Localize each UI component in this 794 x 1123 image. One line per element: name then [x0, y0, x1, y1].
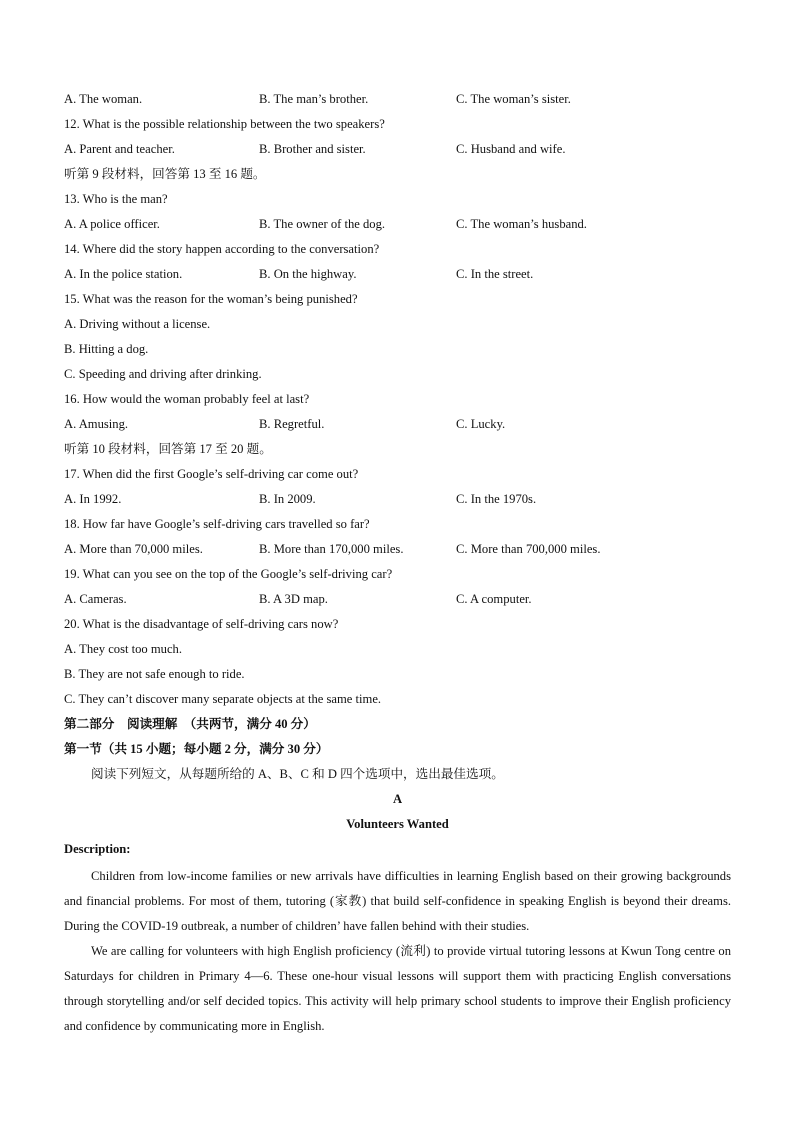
- option-a: A. In the police station.: [64, 267, 183, 281]
- option-b: B. Regretful.: [259, 417, 325, 431]
- question-19: 19. What can you see on the top of the Google’s self-driving car?: [64, 567, 393, 581]
- option-c: C. They can’t discover many separate objects at the same time.: [64, 692, 382, 706]
- q19-options: [64, 589, 731, 614]
- option-c: C. Lucky.: [456, 417, 506, 431]
- option-c: C. More than 700,000 miles.: [456, 542, 601, 556]
- option-b: B. More than 170,000 miles.: [259, 542, 404, 556]
- question-18: 18. How far have Google’s self-driving cars travelled so far?: [64, 517, 370, 531]
- option-c: C. The woman’s sister.: [456, 92, 571, 106]
- option-a: A. Driving without a license.: [64, 317, 211, 331]
- option-b: B. The owner of the dog.: [259, 217, 386, 231]
- q18-options: [64, 539, 731, 564]
- option-a: A. More than 70,000 miles.: [64, 542, 203, 556]
- description-label: Description:: [64, 842, 131, 856]
- option-c: C. In the street.: [456, 267, 534, 281]
- option-b: B. On the highway.: [259, 267, 357, 281]
- paragraph-2: We are calling for volunteers with high English proficiency (流利) to provide virtual tutoring lessons at Kwun Tong centre on Saturdays for children in Primary 4—6. These one-hour visual lessons will support them with practicing English conversations through storytelling and/or self decided topics. This activity will help primary school students to improve their English proficiency and confidence by communicating more in English.: [64, 944, 731, 1033]
- question-13: 13. Who is the man?: [64, 192, 168, 206]
- option-a: A. Amusing.: [64, 417, 129, 431]
- option-a: A. Cameras.: [64, 592, 127, 606]
- option-b: B. Brother and sister.: [259, 142, 366, 156]
- option-a: A. The woman.: [64, 92, 143, 106]
- option-b: B. A 3D map.: [259, 592, 328, 606]
- option-b: B. They are not safe enough to ride.: [64, 667, 245, 681]
- section-9-instruction: 听第 9 段材料，回答第 13 至 16 题。: [64, 167, 266, 181]
- q13-options: [64, 214, 731, 239]
- question-14: 14. Where did the story happen according to the conversation?: [64, 242, 380, 256]
- option-c: C. A computer.: [456, 592, 532, 606]
- section-1-heading: 第一节（共 15 小题；每小题 2 分，满分 30 分）: [64, 742, 329, 756]
- question-17: 17. When did the first Google’s self-driving car come out?: [64, 467, 359, 481]
- paragraph-1: Children from low-income families or new arrivals have difficulties in learning English based on their growing backgrounds and financial problems. For most of them, tutoring (家教) that build self-confidence in speaking English is beyond their dreams. During the COVID-19 outbreak, a number of children’ have fallen behind with their studies.: [64, 869, 731, 933]
- q16-options: [64, 414, 731, 439]
- q12-options: [64, 139, 731, 164]
- option-b: B. In 2009.: [259, 492, 316, 506]
- section-10-instruction: 听第 10 段材料，回答第 17 至 20 题。: [64, 442, 272, 456]
- question-12: 12. What is the possible relationship between the two speakers?: [64, 117, 385, 131]
- q14-options: [64, 264, 731, 289]
- page-content: [64, 89, 731, 1039]
- passage-letter: A: [392, 792, 403, 806]
- passage-title: Volunteers Wanted: [346, 817, 449, 831]
- reading-instruction: 阅读下列短文，从每题所给的 A、B、C 和 D 四个选项中，选出最佳选项。: [91, 767, 504, 781]
- option-b: B. The man’s brother.: [259, 92, 369, 106]
- option-c: C. The woman’s husband.: [456, 217, 587, 231]
- option-b: B. Hitting a dog.: [64, 342, 149, 356]
- option-c: C. Husband and wife.: [456, 142, 566, 156]
- option-c: C. Speeding and driving after drinking.: [64, 367, 262, 381]
- option-a: A. They cost too much.: [64, 642, 182, 656]
- option-a: A. A police officer.: [64, 217, 160, 231]
- question-15: 15. What was the reason for the woman’s being punished?: [64, 292, 358, 306]
- question-20: 20. What is the disadvantage of self-driving cars now?: [64, 617, 339, 631]
- option-c: C. In the 1970s.: [456, 492, 537, 506]
- part-2-heading: 第二部分 阅读理解 （共两节，满分 40 分）: [64, 717, 316, 731]
- question-16: 16. How would the woman probably feel at last?: [64, 392, 310, 406]
- option-a: A. Parent and teacher.: [64, 142, 175, 156]
- q11-options: [64, 89, 731, 114]
- q17-options: [64, 489, 731, 514]
- option-a: A. In 1992.: [64, 492, 122, 506]
